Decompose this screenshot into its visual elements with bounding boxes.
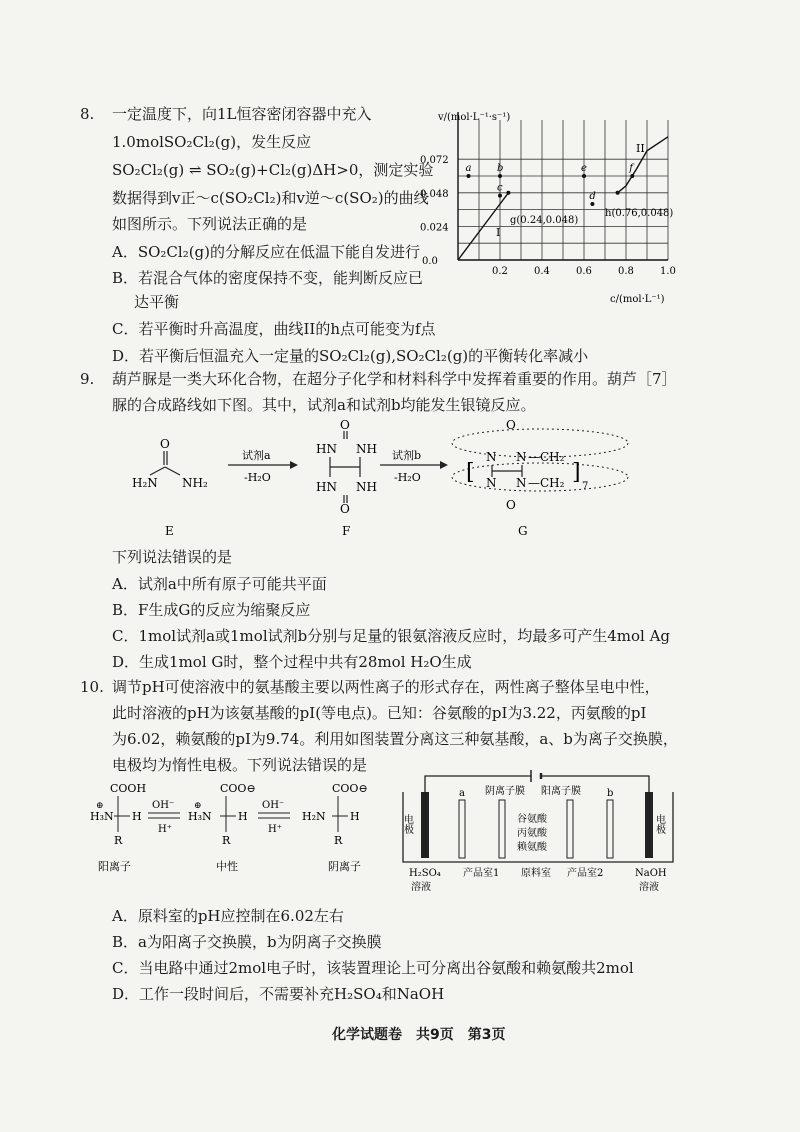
svg-text:HN: HN: [316, 442, 337, 456]
q10-number: 10.: [80, 678, 104, 696]
svg-text:H₃N: H₃N: [90, 810, 114, 823]
q10-option-c: C．当电路中通过2mol电子时，该装置理论上可分离出谷氨酸和赖氨酸共2mol: [112, 959, 634, 977]
svg-text:H⁺: H⁺: [158, 824, 172, 835]
q9-option-b: B．F生成G的反应为缩聚反应: [112, 601, 311, 619]
svg-text:H: H: [350, 810, 360, 823]
chart-curve-label-I: I: [496, 226, 501, 239]
svg-text:—CH₂: —CH₂: [528, 476, 565, 490]
svg-text:R: R: [222, 834, 231, 847]
y-tick-label: 0.072: [420, 155, 449, 167]
anion-membrane-label: 阴离子膜: [485, 786, 525, 797]
q9-option-d: D．生成1mol G时，整个过程中共有28mol H₂O生成: [112, 653, 472, 671]
chart-curve-label-II: II: [636, 142, 645, 155]
point-label-e: e: [581, 163, 587, 174]
q9-number: 9.: [80, 370, 95, 388]
svg-text:溶液: 溶液: [411, 882, 431, 893]
svg-text:N: N: [486, 476, 497, 490]
q8-line-3: SO₂Cl₂(g) ⇌ SO₂(g)+Cl₂(g)ΔH>0，测定实验: [112, 161, 434, 179]
G-label: G: [518, 524, 528, 538]
E-carbonyl-O: O: [160, 437, 170, 451]
point-label-b: b: [497, 163, 504, 174]
point-c: [498, 194, 502, 198]
svg-text:NH: NH: [356, 480, 377, 494]
point-label-c: c: [497, 182, 503, 194]
svg-text:H₂N: H₂N: [302, 810, 326, 823]
chart-xlabel: c/(mol·L⁻¹): [610, 294, 665, 305]
svg-text:COOH: COOH: [110, 782, 147, 795]
point-b: [498, 174, 502, 178]
label-cation: 阳离子: [98, 860, 131, 873]
membrane-a: [459, 800, 465, 858]
svg-text:OH⁻: OH⁻: [262, 800, 285, 811]
svg-text:R: R: [114, 834, 123, 847]
svg-text:产品室1: 产品室1: [463, 868, 500, 879]
svg-text:⊕: ⊕: [194, 801, 202, 811]
point-a: [467, 174, 471, 178]
svg-text:O: O: [340, 502, 350, 516]
svg-text:丙氨酸: 丙氨酸: [517, 828, 547, 839]
svg-text:谷氨酸: 谷氨酸: [517, 814, 547, 825]
svg-text:O: O: [506, 418, 516, 432]
q10-option-d: D．工作一段时间后，不需要补充H₂SO₄和NaOH: [112, 985, 445, 1003]
svg-text:COO⊖: COO⊖: [220, 782, 256, 795]
svg-text:H₂SO₄: H₂SO₄: [409, 868, 441, 879]
E-right-amine: NH₂: [182, 476, 208, 490]
q10-option-b: B．a为阳离子交换膜，b为阴离子交换膜: [112, 933, 382, 951]
point-e: [582, 174, 586, 178]
point-label-a: a: [465, 163, 472, 174]
q8-line-1: 一定温度下，向1L恒容密闭容器中充入: [112, 105, 372, 123]
q8-number: 8.: [80, 105, 95, 123]
G-bracket-right: ]: [572, 460, 581, 485]
chart-annotation-g: g(0.24,0.048): [510, 215, 579, 226]
svg-text:—CH₂: —CH₂: [528, 450, 565, 464]
q10-equilibria: [80, 780, 400, 880]
x-tick-label: 0.2: [492, 266, 508, 277]
svg-text:⊕: ⊕: [96, 801, 104, 811]
membrane-cation: [567, 800, 573, 858]
svg-text:N: N: [516, 450, 527, 464]
x-tick-label: 0.4: [534, 266, 550, 277]
x-tick-label: 1.0: [660, 266, 676, 277]
label-neutral: 中性: [216, 860, 238, 873]
q8-line-2: 1.0molSO₂Cl₂(g)，发生反应: [112, 133, 312, 151]
q8-chart: [420, 100, 710, 305]
q9-scheme: [130, 415, 650, 545]
arrow-2-minus-water: -H₂O: [394, 471, 421, 484]
q10-line-2: 此时溶液的pH为该氨基酸的pI(等电点)。已知：谷氨酸的pI为3.22，丙氨酸的pI: [112, 704, 647, 722]
compound-G: [452, 418, 628, 512]
svg-text:OH⁻: OH⁻: [152, 800, 175, 811]
point-h: [616, 191, 620, 195]
svg-text:产品室2: 产品室2: [567, 868, 604, 879]
compound-F: [316, 418, 377, 516]
y-tick-label: 0.024: [420, 222, 449, 234]
q9-option-c: C．1mol试剂a或1mol试剂b分别与足量的银氨溶液反应时，均最多可产生4mol Ag: [112, 627, 671, 645]
q10-cell: [395, 770, 685, 895]
x-tick-label: 0.6: [576, 266, 592, 277]
svg-text:NaOH: NaOH: [635, 868, 667, 879]
point-d: [590, 202, 594, 206]
svg-text:N: N: [486, 450, 497, 464]
point-f: [630, 174, 634, 178]
chart-annotation-h: h(0.76,0.048): [605, 208, 674, 219]
svg-text:COO⊖: COO⊖: [332, 782, 368, 795]
chart-grid: [458, 120, 668, 260]
arrow-1-minus-water: -H₂O: [244, 471, 271, 484]
svg-text:赖氨酸: 赖氨酸: [517, 842, 547, 853]
G-bracket-left: [: [466, 460, 475, 485]
E-left-amine: H₂N: [132, 476, 158, 490]
svg-text:H: H: [238, 810, 248, 823]
q8-option-b-cont: 达平衡: [134, 293, 180, 311]
svg-text:H⁺: H⁺: [268, 824, 282, 835]
svg-text:O: O: [340, 418, 350, 432]
label-anion: 阴离子: [328, 860, 361, 873]
svg-text:R: R: [334, 834, 343, 847]
membrane-anion: [499, 800, 505, 858]
left-electrode: [421, 792, 429, 858]
svg-text:原料室: 原料室: [521, 868, 551, 879]
reagent-a-label: 试剂a: [242, 449, 271, 462]
svg-text:b: b: [607, 788, 614, 799]
q8-option-d: D．若平衡后恒温充入一定量的SO₂Cl₂(g),SO₂Cl₂(g)的平衡转化率减小: [112, 347, 589, 365]
point-label-f: f: [629, 163, 634, 174]
svg-text:溶液: 溶液: [639, 882, 659, 893]
right-electrode: [645, 792, 653, 858]
svg-text:O: O: [506, 498, 516, 512]
q10-line-1: 调节pH可使溶液中的氨基酸主要以两性离子的形式存在，两性离子整体呈电中性，: [112, 678, 660, 696]
E-label: E: [165, 524, 174, 538]
compound-E: [132, 437, 208, 490]
point-label-d: d: [589, 191, 596, 202]
page-footer: 化学试题卷 共9页 第3页: [332, 1027, 506, 1043]
q9-prompt: 下列说法错误的是: [112, 548, 233, 566]
chart-axes: [420, 112, 676, 277]
q9-line-1: 葫芦脲是一类大环化合物，在超分子化学和材料科学中发挥着重要的作用。葫芦［7］: [112, 370, 677, 388]
q8-option-c: C．若平衡时升高温度，曲线II的h点可能变为f点: [112, 320, 436, 338]
q10-option-a: A．原料室的pH应控制在6.02左右: [112, 907, 344, 925]
q8-option-b: B．若混合气体的密度保持不变，能判断反应已: [112, 269, 424, 287]
reagent-b-label: 试剂b: [392, 449, 422, 462]
G-subscript: 7: [582, 481, 589, 492]
left-electrode-label: 电极: [401, 814, 413, 834]
svg-text:NH: NH: [356, 442, 377, 456]
chart-points: [466, 163, 636, 206]
svg-text:N: N: [516, 476, 527, 490]
q9-option-a: A．试剂a中所有原子可能共平面: [112, 575, 327, 593]
point-g: [506, 191, 510, 195]
q9-line-2: 脲的合成路线如下图。其中，试剂a和试剂b均能发生银镜反应。: [112, 396, 536, 414]
svg-text:H: H: [132, 810, 142, 823]
q8-option-a: A．SO₂Cl₂(g)的分解反应在低温下能自发进行: [112, 243, 421, 261]
q8-line-4: 数据得到v正～c(SO₂Cl₂)和v逆～c(SO₂)的曲线: [112, 189, 429, 207]
q10-line-4: 电极均为惰性电极。下列说法错误的是: [112, 756, 368, 774]
svg-text:HN: HN: [316, 480, 337, 494]
q10-line-3: 为6.02，赖氨酸的pI为9.74。利用如图装置分离这三种氨基酸，a、b为离子交换膜，: [112, 730, 678, 748]
svg-text:a: a: [459, 788, 465, 799]
svg-text:H₃N: H₃N: [188, 810, 212, 823]
x-tick-label: 0.8: [618, 266, 634, 277]
membrane-b: [607, 800, 613, 858]
y-tick-label: 0.048: [420, 188, 449, 200]
chart-origin-label: 0.0: [422, 256, 438, 267]
right-electrode-label: 电极: [653, 814, 665, 834]
F-label: F: [342, 524, 351, 538]
cation-membrane-label: 阳离子膜: [541, 786, 581, 797]
chart-ylabel: v/(mol·L⁻¹·s⁻¹): [438, 112, 511, 123]
q8-line-5: 如图所示。下列说法正确的是: [112, 215, 308, 233]
